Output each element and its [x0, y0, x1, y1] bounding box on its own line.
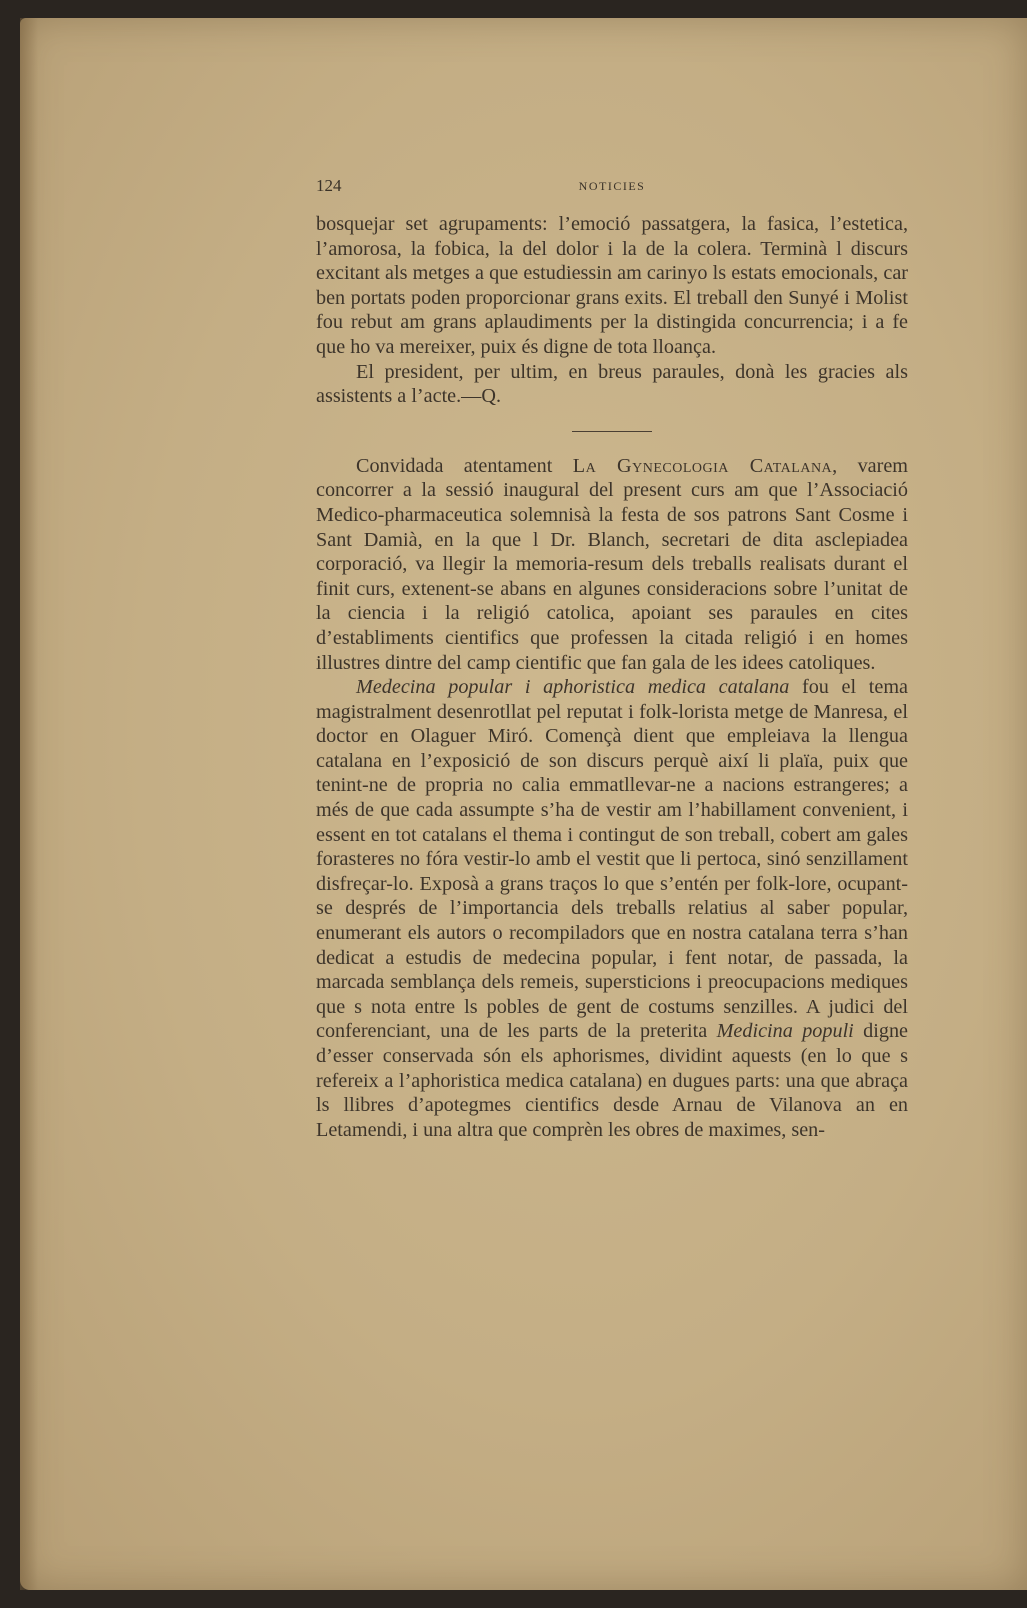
article1-paragraph-2: El president, per ultim, en breus paraules, donà les gracies als assistents a l’acte.—Q.	[316, 360, 908, 408]
section-divider	[572, 431, 652, 432]
article2-p1-lead: Convidada atentament	[356, 454, 553, 477]
article2-paragraph-2	[316, 675, 908, 1142]
running-head	[316, 176, 908, 202]
lecture-title: Medecina popular i aphoristica medica catalana	[356, 676, 790, 699]
article1-paragraph-1: bosquejar set agrupaments: l’emoció passatgera, la fasica, l’estetica, l’amorosa, la fobica, la del dolor i la de la colera. Terminà l discurs excitant als metges a que estudiessin am carinyo ls estats emocionals, car ben portats poden proporcionar grans exits. El treball den Sunyé i Molist fou rebut am grans aplaudiments per la distingida concurrencia; i a fe que ho va mereixer, puix és digne de tota lloança.	[316, 213, 908, 358]
section-title: NOTICIES	[578, 179, 646, 193]
article2-paragraph-1	[316, 454, 908, 675]
article2-p2-rest: digne d’esser conservada són els aphorismes, dividint aquests (en lo que s refereix a l’aphoristica medica catalana) en dugues parts: una que abraça ls llibres d’apotegmes cientifics desde Arnau de Vilanova an en Letamendi, i una altra que comprèn les obres de maximes, sen-	[316, 1020, 909, 1141]
page-number: 124	[316, 176, 342, 195]
article2-p1-rest: , varem concorrer a la sessió inaugural del present curs am que l’Associació Medico-pharmaceutica solemnisà la festa de sos patrons Sant Cosme i Sant Damià, en la que l Dr. Blanch, secretari de dita asclepiadea corporació, va llegir la memoria-resum dels treballs realisats durant el finit curs, extenent-se abans en algunes consideracions sobre l’unitat de la ciencia i la religió catolica, apoiant ses paraules en cites d’establiments cientifics que professen la citada religió i en homes illustres dintre del camp cientific que fan gala de les idees catoliques.	[316, 454, 909, 674]
latin-title: Medicina populi	[716, 1020, 854, 1043]
page-body	[316, 212, 908, 1142]
journal-name: La Gynecologia Catalana	[572, 454, 833, 477]
article2-p2-text: fou el tema magistralment desenrotllat pel reputat i folk-lorista metge de Manresa, el doctor en Olaguer Miró. Començà dient que empleiava la llengua catalana en l’exposició de son discurs perquè així li plaïa, puix que tenint-ne de propria no calia emmatllevar-ne a nacions estrangeres; a més de que cada assumpte s’ha de vestir am l’habillament convenient, i essent en tot catalans el thema i contingut de son treball, cobert am gales forasteres no fóra vestir-lo amb el vestit que li pertoca, sinó senzillament disfreçar-lo. Exposà a grans traços lo que s’entén per folk-lore, ocupant-se després de l’importancia dels treballs relatius al saber popular, enumerant els autors o recompiladors que en nostra catalana terra s’han dedicat a estudis de medecina popular, i fent notar, de passada, la marcada semblança dels remeis, supersticions i preocupacions mediques que s nota entre ls pobles de gent de costums senzilles. A judici del conferenciant, una de les parts de la preterita	[316, 676, 908, 1043]
